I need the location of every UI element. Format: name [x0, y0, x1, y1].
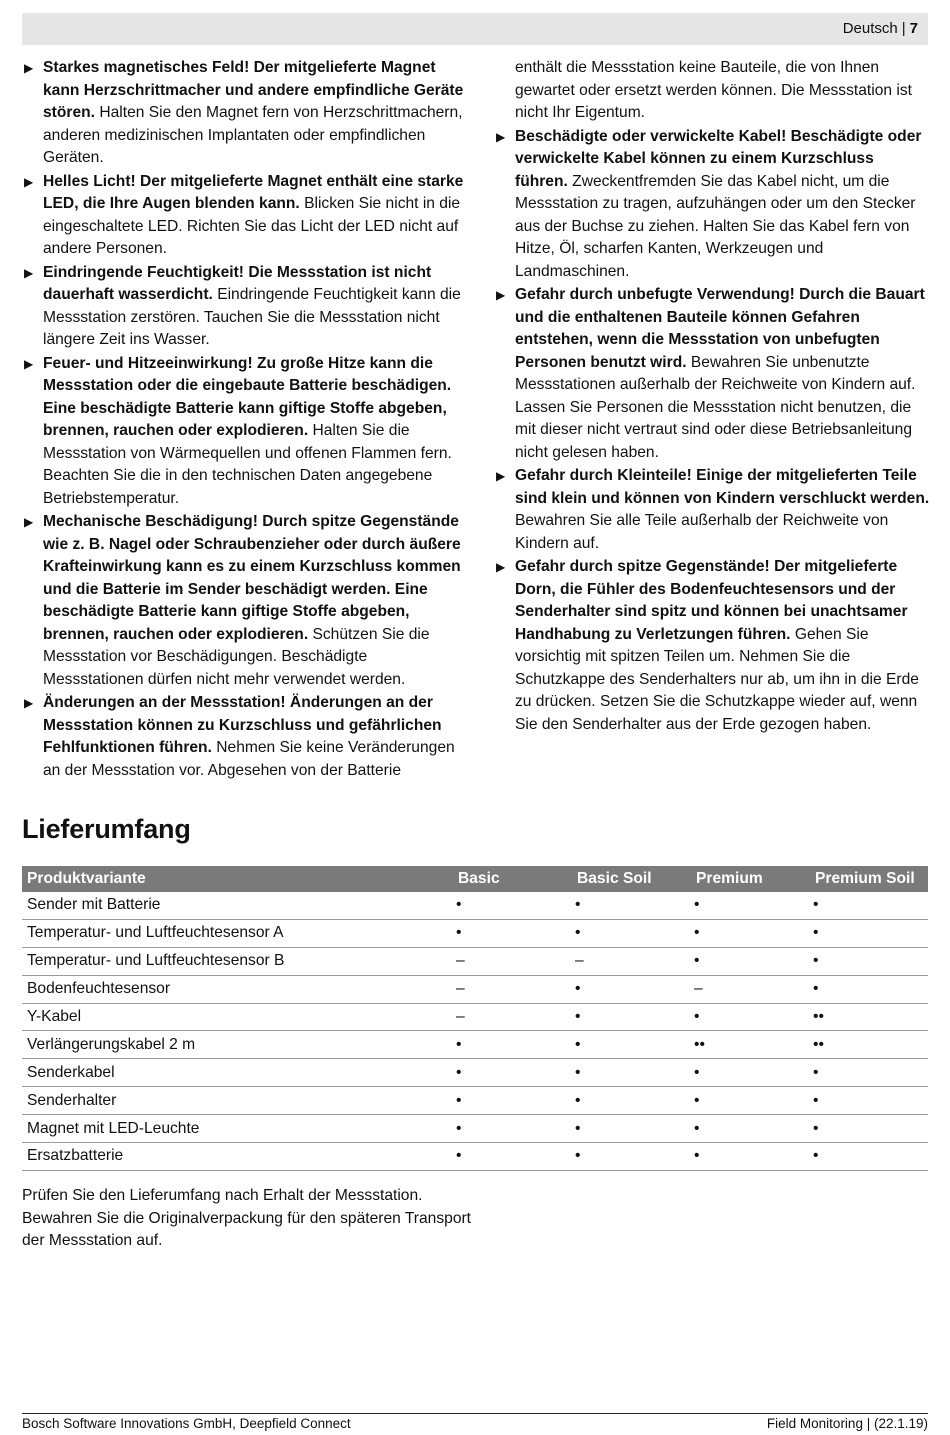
availability-mark: •	[691, 1115, 810, 1143]
footer-publisher: Bosch Software Innovations GmbH, Deepfield Connect	[22, 1416, 351, 1431]
availability-mark: –	[691, 975, 810, 1003]
column-header: Premium Soil	[810, 866, 928, 892]
availability-mark: –	[453, 975, 572, 1003]
warning-item	[22, 692, 464, 782]
table-row	[22, 975, 928, 1003]
table-header-row	[22, 866, 928, 892]
availability-mark: •	[810, 1087, 928, 1115]
availability-mark: •	[453, 1059, 572, 1087]
header-separator: |	[901, 20, 906, 37]
triangle-bullet-icon: ▶	[496, 129, 506, 144]
warning-text: Bewahren Sie alle Teile außerhalb der Reichweite von Kindern auf.	[515, 512, 889, 552]
table-row	[22, 1143, 928, 1171]
table-row	[22, 1059, 928, 1087]
warning-text: Gehen Sie vorsichtig mit spitzen Teilen um. Nehmen Sie die Schutzkappe des Senderhalters nur ab, um ihn in die Erde zu drücken. Setzen Sie die Schutzkappe wieder auf, wenn Sie den Senderhalter aus der Erde gezogen haben.	[515, 625, 919, 733]
availability-mark: •	[453, 1087, 572, 1115]
warning-text: Halten Sie den Magnet fern von Herzschrittmachern, anderen medizinischen Implantaten oder empfindlichen Geräten.	[43, 104, 463, 166]
warning-heading: Starkes magnetisches Feld! Der mitgelieferte Magnet kann Herzschrittmacher und andere empfindliche Geräte stören.	[43, 59, 464, 121]
item-name: Y-Kabel	[22, 1003, 453, 1031]
column-header: Basic	[453, 866, 572, 892]
column-header: Premium	[691, 866, 810, 892]
table-row	[22, 1087, 928, 1115]
warning-heading: Beschädigte oder verwickelte Kabel! Beschädigte oder verwickelte Kabel können zu einem Kurzschluss führen.	[515, 127, 922, 190]
warning-heading: Helles Licht! Der mitgelieferte Magnet enthält eine starke LED, die Ihre Augen blenden kann.	[43, 172, 464, 212]
warning-item	[494, 556, 930, 736]
item-name: Senderhalter	[22, 1087, 453, 1115]
column-header: Basic Soil	[572, 866, 691, 892]
warning-item	[22, 171, 464, 261]
availability-mark: ••	[810, 1031, 928, 1059]
availability-mark: •	[572, 1059, 691, 1087]
triangle-bullet-icon: ▶	[24, 356, 34, 371]
item-name: Magnet mit LED-Leuchte	[22, 1115, 453, 1143]
table-row	[22, 919, 928, 947]
availability-mark: •	[572, 1087, 691, 1115]
warning-item	[22, 511, 464, 691]
warning-text: Nehmen Sie keine Veränderungen an der Messstation vor. Abgesehen von der Batterie	[43, 739, 455, 779]
availability-mark: –	[453, 947, 572, 975]
item-name: Temperatur- und Luftfeuchtesensor A	[22, 919, 453, 947]
availability-mark: •	[572, 1143, 691, 1171]
availability-mark: ••	[691, 1031, 810, 1059]
warning-text: Zweckentfremden Sie das Kabel nicht, um die Messstation zu tragen, aufzuhängen oder um den Stecker aus der Buchse zu ziehen. Halten Sie das Kabel fern von Hitze, Öl, scharfen Kanten, Werkzeugen und Landmaschinen.	[515, 172, 916, 280]
footer-document-info: Field Monitoring | (22.1.19)	[766, 1416, 928, 1431]
availability-mark: –	[453, 1003, 572, 1031]
triangle-bullet-icon: ▶	[24, 174, 34, 189]
availability-mark: •	[572, 1003, 691, 1031]
availability-mark: –	[572, 947, 691, 975]
warning-item	[494, 465, 930, 555]
availability-mark: •	[453, 1115, 572, 1143]
availability-mark: •	[810, 1059, 928, 1087]
availability-mark: •	[453, 919, 572, 947]
section-title: Lieferumfang	[22, 814, 191, 844]
warning-heading: Eindringende Feuchtigkeit! Die Messstation ist nicht dauerhaft wasserdicht.	[43, 263, 432, 303]
warning-text: Halten Sie die Messstation von Wärmequellen und offenen Flammen fern. Beachten Sie die in den technischen Daten angegebene Betriebstemperatur.	[43, 422, 452, 507]
page-header	[22, 13, 928, 45]
header-language: Deutsch	[842, 20, 898, 37]
availability-mark: •	[453, 892, 572, 919]
availability-mark: •	[572, 1031, 691, 1059]
column-header: Produktvariante	[22, 866, 453, 892]
availability-mark: •	[691, 919, 810, 947]
warning-item	[494, 126, 930, 284]
warning-heading: Gefahr durch Kleinteile! Einige der mitgelieferten Teile sind klein und können von Kindern verschluckt werden.	[515, 467, 930, 507]
availability-mark: •	[810, 1143, 928, 1171]
table-row	[22, 1003, 928, 1031]
warning-heading: Feuer- und Hitzeeinwirkung! Zu große Hitze kann die Messstation oder die eingebaute Batterie beschädigen. Eine beschädigte Batterie kann giftige Stoffe abgeben, brennen, rauchen oder explodieren.	[43, 354, 452, 439]
warning-heading: Mechanische Beschädigung! Durch spitze Gegenstände wie z. B. Nagel oder Schraubenzieher oder durch äußere Krafteinwirkung kann es zu einem Kurzschluss kommen und die Batterie im Sender beschädigt werden. Eine beschädigte Batterie kann giftige Stoffe abgeben, brennen, rauchen oder explodieren.	[43, 513, 461, 643]
page-number: 7	[909, 20, 918, 37]
continuation-text: enthält die Messstation keine Bauteile, die von Ihnen gewartet oder ersetzt werden können. Die Messstation ist nicht Ihr Eigentum.	[515, 59, 912, 121]
item-name: Senderkabel	[22, 1059, 453, 1087]
availability-mark: •	[810, 892, 928, 919]
triangle-bullet-icon: ▶	[24, 515, 34, 529]
table-row	[22, 1115, 928, 1143]
triangle-bullet-icon: ▶	[496, 288, 506, 302]
availability-mark: •	[810, 1115, 928, 1143]
triangle-bullet-icon: ▶	[24, 696, 34, 710]
footer-divider	[22, 1413, 928, 1414]
availability-mark: •	[572, 1115, 691, 1143]
delivery-scope-table	[22, 866, 928, 1171]
warning-heading: Gefahr durch spitze Gegenstände! Der mitgelieferte Dorn, die Fühler des Bodenfeuchtesensors und der Senderhalter sind spitz und können bei unachtsamer Handhabung zu Verletzungen führen.	[515, 558, 908, 643]
triangle-bullet-icon: ▶	[24, 265, 34, 280]
item-name: Temperatur- und Luftfeuchtesensor B	[22, 947, 453, 975]
availability-mark: •	[453, 1031, 572, 1059]
table-row	[22, 1031, 928, 1059]
left-column	[22, 57, 464, 783]
availability-mark: •	[691, 1143, 810, 1171]
warning-heading: Gefahr durch unbefugte Verwendung! Durch die Bauart und die enthaltenen Bauteile können Gefahren entstehen, wenn die Messstation von unbefugten Personen benutzt wird.	[515, 286, 925, 371]
availability-mark: •	[691, 1059, 810, 1087]
warning-item	[22, 353, 464, 511]
item-name: Bodenfeuchtesensor	[22, 975, 453, 1003]
triangle-bullet-icon: ▶	[496, 469, 506, 483]
availability-mark: •	[572, 975, 691, 1003]
availability-mark: •	[691, 947, 810, 975]
warning-item	[22, 262, 464, 352]
triangle-bullet-icon: ▶	[24, 61, 34, 75]
warning-item	[22, 57, 464, 170]
availability-mark: ••	[810, 1003, 928, 1031]
availability-mark: •	[810, 919, 928, 947]
availability-mark: •	[572, 919, 691, 947]
availability-mark: •	[572, 892, 691, 919]
item-name: Ersatzbatterie	[22, 1143, 453, 1171]
warning-text: Blicken Sie nicht in die eingeschaltete LED. Richten Sie das Licht der LED nicht auf andere Personen.	[43, 195, 461, 257]
availability-mark: •	[453, 1143, 572, 1171]
availability-mark: •	[691, 1003, 810, 1031]
warning-item	[494, 284, 930, 464]
availability-mark: •	[691, 1087, 810, 1115]
table-row	[22, 892, 928, 919]
warning-text: Bewahren Sie unbenutzte Messstationen außerhalb der Reichweite von Kindern auf. Lassen Sie Personen die Messstation nicht benutzen, die mit dieser nicht vertraut sind oder diese Betriebsanleitung nicht gelesen haben.	[515, 353, 916, 461]
item-name: Sender mit Batterie	[22, 892, 453, 919]
warning-text: Eindringende Feuchtigkeit kann die Messstation zerstören. Tauchen Sie die Messstation nicht längere Zeit ins Wasser.	[43, 286, 461, 348]
triangle-bullet-icon: ▶	[496, 560, 506, 574]
item-name: Verlängerungskabel 2 m	[22, 1031, 453, 1059]
table-row	[22, 947, 928, 975]
header-text	[843, 20, 918, 37]
warning-heading: Änderungen an der Messstation! Änderungen an der Messstation können zu Kurzschluss und gefährlichen Fehlfunktionen führen.	[43, 694, 442, 756]
delivery-note: Prüfen Sie den Lieferumfang nach Erhalt der Messstation. Bewahren Sie die Originalverpackung für den späteren Transport der Messstation auf.	[22, 1187, 472, 1249]
availability-mark: •	[810, 975, 928, 1003]
right-column	[494, 57, 930, 737]
availability-mark: •	[810, 947, 928, 975]
warning-text: Schützen Sie die Messstation vor Beschädigungen. Beschädigte Messstationen dürfen nicht mehr verwendet werden.	[43, 625, 430, 688]
availability-mark: •	[691, 892, 810, 919]
